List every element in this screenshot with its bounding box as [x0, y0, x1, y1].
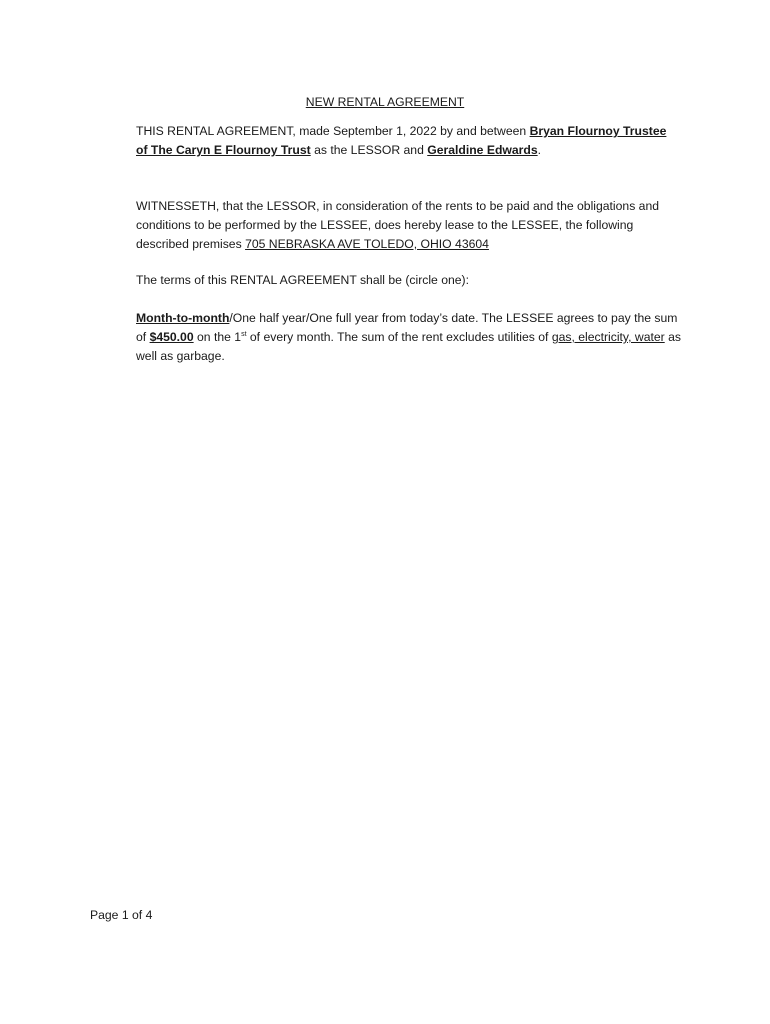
rent-paragraph [136, 309, 681, 366]
terms-paragraph [136, 271, 681, 290]
term-other-text: /One half year/One full year from today’s date. The LESSEE agrees to pay the sum of [136, 311, 678, 344]
parties-lead-text: THIS RENTAL AGREEMENT, made September 1, 2022 by and between [136, 124, 530, 138]
document-title: NEW RENTAL AGREEMENT [305, 95, 465, 109]
rent-amount: $450.00 [149, 330, 194, 344]
lessor-name: Bryan Flournoy Trustee of The Caryn E Flournoy Trust [136, 124, 667, 157]
parties-paragraph [136, 122, 681, 160]
lessee-name: Geraldine Edwards [427, 143, 538, 157]
ordinal-suffix: st [241, 331, 247, 338]
witnesseth-paragraph [136, 197, 681, 254]
parties-mid-text: as the LESSOR and [310, 143, 428, 157]
premises-address: 705 NEBRASKA AVE TOLEDO, OHIO 43604 [245, 237, 489, 251]
rent-due-text: on the 1 [193, 330, 242, 344]
rent-end-text: as well as garbage. [136, 330, 681, 363]
page-number: Page 1 of 4 [90, 908, 153, 922]
parties-end-text: . [537, 143, 542, 157]
term-selected: Month-to-month [136, 311, 230, 325]
utilities-list: gas, electricity, water [551, 330, 665, 344]
witnesseth-text: WITNESSETH, that the LESSOR, in consideration of the rents to be paid and the obligations and conditions to be performed by the LESSEE, does hereby lease to the LESSEE, the following described premises [136, 199, 660, 251]
terms-text: The terms of this RENTAL AGREEMENT shall be (circle one): [136, 273, 469, 287]
rent-excludes-text: of every month. The sum of the rent excludes utilities of [246, 330, 552, 344]
